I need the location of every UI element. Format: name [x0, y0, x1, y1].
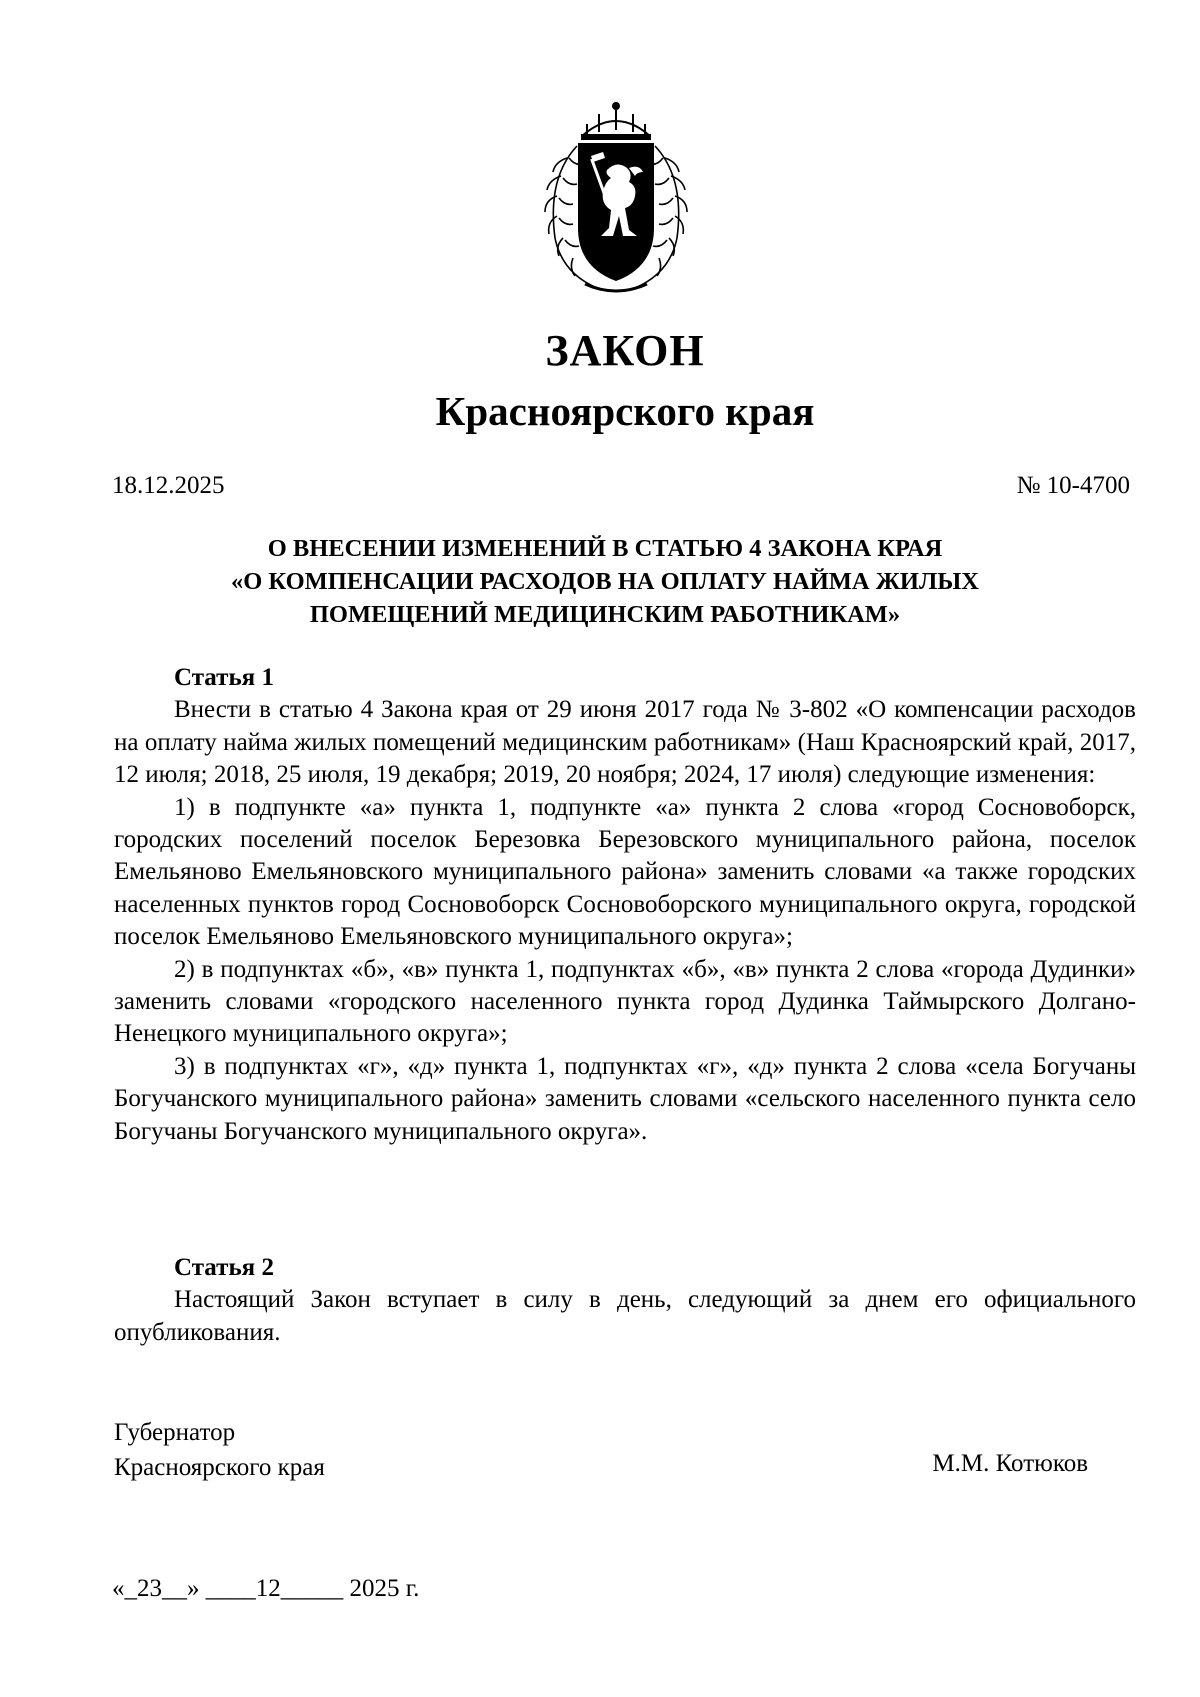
article-title: Статья 1	[174, 664, 274, 691]
article-title: Статья 2	[174, 1254, 274, 1281]
heading-line: ПОМЕЩЕНИЙ МЕДИЦИНСКИМ РАБОТНИКАМ»	[309, 601, 901, 628]
law-date: 18.12.2025	[112, 472, 225, 499]
date-year: 2025 г.	[343, 1575, 420, 1602]
article-2	[114, 1252, 1136, 1349]
document-subtitle: Красноярского края	[435, 388, 815, 434]
date-open-quote: «	[112, 1575, 125, 1602]
heading-line: О ВНЕСЕНИИ ИЗМЕНЕНИЙ В СТАТЬЮ 4 ЗАКОНА КРАЯ	[267, 535, 943, 562]
signatory-position-line: Красноярского края	[114, 1454, 325, 1481]
heading-line: «О КОМПЕНСАЦИИ РАСХОДОВ НА ОПЛАТУ НАЙМА ЖИЛЫХ	[231, 568, 979, 595]
article-paragraph: Внести в статью 4 Закона края от 29 июня 2017 года № 3-802 «О компенсации расходов на оплату найма жилых помещений медицинским работникам» (Наш Красноярский край, 2017, 12 июля; 2018, 25 июля, 19 декабря; 2019, 20 ноября; 2024, 17 июля) следующие изменения:	[114, 696, 1136, 789]
law-number: № 10-4700	[1016, 472, 1130, 499]
article-paragraph: 1) в подпункте «а» пункта 1, подпункте «а» пункта 2 слова «город Сосновоборск, городских поселений поселок Березовка Березовского муниципального района, поселок Емельяново Емельяновского муниципального района» заменить словами «а также городских населенных пунктов город Сосновоборск Сосновоборского муниципального округа, городской поселок Емельяново Емельяновского муниципального округа»;	[114, 793, 1136, 951]
signature-date	[112, 1575, 419, 1603]
document-title: ЗАКОН	[545, 326, 705, 375]
coat-of-arms-emblem	[537, 98, 695, 298]
article-1	[114, 662, 1136, 1148]
signatory-position	[114, 1415, 325, 1485]
article-paragraph: Настоящий Закон вступает в силу в день, следующий за днем его официального опубликования.	[114, 1286, 1136, 1346]
article-paragraph: 2) в подпунктах «б», «в» пункта 1, подпунктах «б», «в» пункта 2 слова «города Дудинки» заменить словами «городского населенного пункта город Дудинка Таймырского Долгано-Ненецкого муниципального округа»;	[114, 955, 1136, 1048]
date-close-quote: »	[187, 1575, 206, 1602]
article-paragraph: 3) в подпунктах «г», «д» пункта 1, подпунктах «г», «д» пункта 2 слова «села Богучаны Богучанского муниципального района» заменить словами «сельского населенного пункта село Богучаны Богучанского муниципального округа».	[114, 1052, 1136, 1145]
law-heading	[160, 532, 1050, 631]
date-day: _23__	[124, 1575, 187, 1602]
signatory-name: М.М. Котюков	[932, 1450, 1088, 1477]
date-month: ____12_____	[205, 1575, 344, 1602]
signatory-position-line: Губернатор	[114, 1419, 236, 1446]
